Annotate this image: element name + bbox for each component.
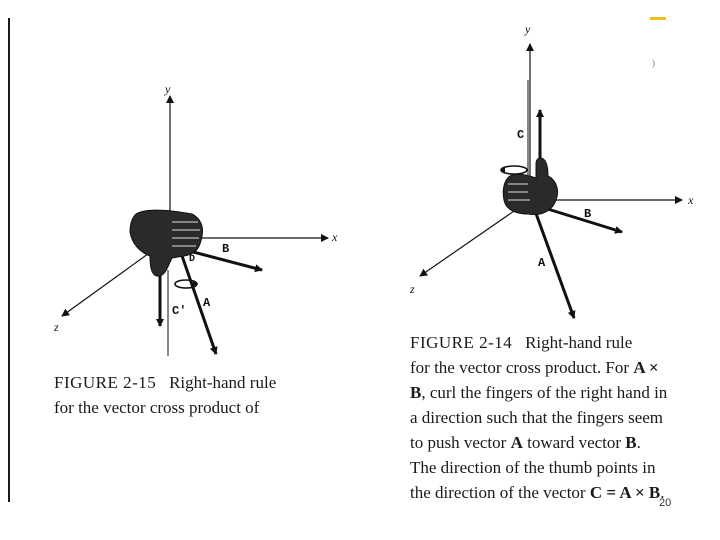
caption-2-15-line-1: FIGURE 2-15 Right-hand rule xyxy=(54,373,277,392)
axis-label-x-right: x xyxy=(688,193,694,207)
vector-b-right xyxy=(538,206,622,232)
caption-2-14-line-1: FIGURE 2-14 Right-hand rule xyxy=(410,333,633,352)
vector-label-b-right: B xyxy=(584,207,592,221)
figure-2-14-diagram xyxy=(420,44,682,318)
vector-a-left xyxy=(180,250,216,354)
vector-label-d-left: D xyxy=(189,254,196,265)
caption-figure-2-15 xyxy=(54,370,344,420)
stray-mark: ) xyxy=(652,58,655,68)
page-number: 20 xyxy=(659,497,672,509)
axis-label-x-left: x xyxy=(332,230,338,244)
axis-label-y-left: y xyxy=(165,82,171,96)
caption-2-15-line-2: for the vector cross product of xyxy=(54,398,260,417)
vector-label-a-right: A xyxy=(538,256,546,270)
axis-label-z-right: z xyxy=(410,282,415,296)
caption-2-14-line-6: The direction of the thumb points in xyxy=(410,458,656,477)
figure-2-15-diagram xyxy=(62,96,328,356)
caption-figure-2-14 xyxy=(410,330,710,505)
vector-label-b-left: B xyxy=(222,242,230,256)
axis-label-z-left: z xyxy=(54,320,59,334)
vector-label-c-prime-left: C' xyxy=(172,304,187,318)
caption-2-14-line-5: to push vector A toward vector B. xyxy=(410,433,641,452)
vector-label-a-left: A xyxy=(203,296,211,310)
axis-label-y-right: y xyxy=(525,22,531,36)
vector-label-c-right: C xyxy=(517,128,525,142)
caption-2-14-line-4: a direction such that the fingers seem xyxy=(410,408,664,427)
caption-2-14-line-2: for the vector cross product. For A × xyxy=(410,358,659,377)
caption-2-14-line-7: the direction of the vector C = A × B. xyxy=(410,483,665,502)
hand-left xyxy=(130,210,203,276)
caption-2-14-line-3: B, curl the fingers of the right hand in xyxy=(410,383,668,402)
